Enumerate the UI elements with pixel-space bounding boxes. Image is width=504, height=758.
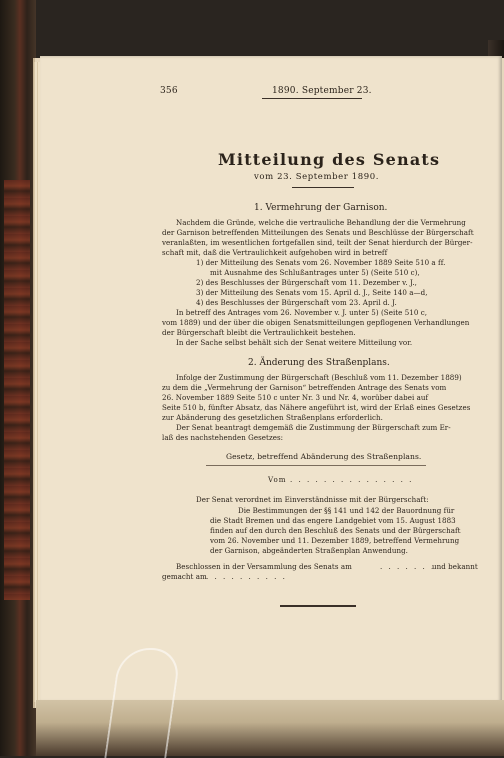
section2-line: 26. November 1889 Seite 510 c unter Nr. 3 und Nr. 4, worüber dabei auf (162, 393, 429, 402)
section1-line: schaft mit, daß die Vertraulichkeit aufgehoben wird in betreff (162, 248, 388, 257)
end-rule (280, 605, 356, 607)
section1-line: der Bürgerschaft bleibt die Vertraulichkeit bestehen. (162, 328, 356, 337)
law-title: Gesetz, betreffend Abänderung des Straßenplans. (226, 452, 422, 461)
decree-line: vom 26. November und 11. Dezember 1889, betreffend Vermehrung (210, 536, 460, 545)
vom-dots: . . . . . . . . . . . . . . . (290, 475, 414, 484)
closing-dots: . . . . . . . . . . (206, 572, 287, 581)
title-rule (292, 187, 354, 188)
section1-line: 2) des Beschlusses der Bürgerschaft vom 11. Dezember v. J., (196, 278, 417, 287)
page-subtitle: vom 23. September 1890. (254, 172, 380, 182)
decree-line: Die Bestimmungen der §§ 141 und 142 der Bauordnung für (238, 506, 455, 515)
section1-line: In betreff des Antrages vom 26. November v. J. unter 5) (Seite 510 c, (176, 308, 428, 317)
section1-line: der Garnison betreffenden Mitteilungen des Senats und Beschlüsse der Bürgerschaft (162, 228, 474, 237)
header-rule (262, 98, 362, 99)
section2-line: zur Abänderung des gesetzlichen Straßenplans erforderlich. (162, 413, 383, 422)
running-title: 1890. September 23. (272, 86, 372, 96)
section1-line: 1) der Mitteilung des Senats vom 26. November 1889 Seite 510 a ff. (196, 258, 446, 267)
page-title: Mitteilung des Senats (218, 150, 441, 169)
section1-line: In der Sache selbst behält sich der Senat weitere Mitteilung vor. (176, 338, 413, 347)
section1-line: mit Ausnahme des Schlußantrages unter 5) (Seite 510 c), (210, 268, 420, 277)
closing-line: gemacht am (162, 572, 207, 581)
page-number: 356 (160, 86, 178, 96)
decree-line: die Stadt Bremen und das engere Landgebiet vom 15. August 1883 (210, 516, 456, 525)
section1-line: 3) der Mitteilung des Senats vom 15. April d. J., Seite 140 a—d, (196, 288, 428, 297)
closing-dots: . . . . . . . (380, 562, 436, 571)
section1-line: vom 1889) und der über die obigen Senatsmitteilungen gepflogenen Verhandlungen (162, 318, 470, 327)
decree-intro: Der Senat verordnet im Einverständnisse mit der Bürgerschaft: (196, 495, 429, 504)
section2-line: zu dem die „Vermehrung der Garnison“ betreffenden Antrage des Senats vom (162, 383, 447, 392)
binding-marbling (4, 180, 30, 600)
section1-line: Nachdem die Gründe, welche die vertrauliche Behandlung der die Vermehrung (176, 218, 466, 227)
section2-line: laß des nachstehenden Gesetzes: (162, 433, 284, 442)
section2-line: Der Senat beantragt demgemäß die Zustimmung der Bürgerschaft zum Er- (176, 423, 451, 432)
decree-line: finden auf den durch den Beschluß des Senats und der Bürgerschaft (210, 526, 461, 535)
section2-line: Seite 510 b, fünfter Absatz, das Nähere angeführt ist, wird der Erlaß eines Gesetzes (162, 403, 471, 412)
vom-label: Vom (268, 475, 287, 484)
section2-heading: 2. Änderung des Straßenplans. (248, 358, 390, 368)
closing-line-end: und bekannt (432, 562, 478, 571)
section1-line: 4) des Beschlusses der Bürgerschaft vom 23. April d. J. (196, 298, 397, 307)
law-title-rule (206, 465, 426, 466)
section1-line: veranlaßten, im wesentlichen fortgefallen sind, teilt der Senat hierdurch der Bürger- (162, 238, 473, 247)
section1-heading: 1. Vermehrung der Garnison. (254, 203, 388, 213)
closing-line: Beschlossen in der Versammlung des Senats am (176, 562, 352, 571)
section2-line: Infolge der Zustimmung der Bürgerschaft (Beschluß vom 11. Dezember 1889) (176, 373, 462, 382)
decree-line: der Garnison, abgeänderten Straßenplan Anwendung. (210, 546, 408, 555)
